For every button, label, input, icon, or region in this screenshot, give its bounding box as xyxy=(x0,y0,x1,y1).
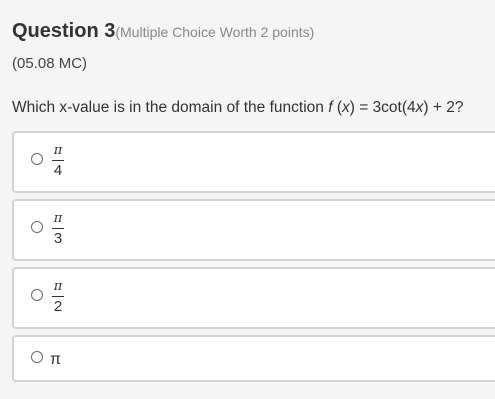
answer-option-d[interactable] xyxy=(12,335,495,382)
function-name: f xyxy=(328,99,333,116)
question-text-prefix: Which x-value is in the domain of the function xyxy=(12,99,329,116)
question-header xyxy=(12,20,314,43)
radio-option-d[interactable] xyxy=(31,351,43,363)
function-variable-inner: x xyxy=(415,99,424,116)
radio-option-c[interactable] xyxy=(31,289,43,301)
option-a-denominator: 4 xyxy=(53,162,63,179)
question-title: Question 3 xyxy=(12,20,116,42)
question-worth: (Multiple Choice Worth 2 points) xyxy=(115,24,315,40)
fraction-bar xyxy=(52,160,64,161)
function-open: ( xyxy=(332,99,342,116)
question-text xyxy=(12,99,463,117)
question-code: (05.08 MC) xyxy=(12,55,88,72)
radio-option-a[interactable] xyxy=(31,153,43,165)
option-a-numerator: π xyxy=(53,143,63,158)
fraction-bar xyxy=(52,296,64,297)
option-c-fraction xyxy=(52,279,64,315)
option-b-fraction xyxy=(52,211,64,247)
answer-option-c[interactable] xyxy=(12,267,495,329)
option-a-fraction xyxy=(52,143,64,179)
radio-option-b[interactable] xyxy=(31,221,43,233)
option-b-numerator: π xyxy=(53,211,63,226)
function-mid: ) = 3cot(4 xyxy=(349,99,416,116)
option-c-denominator: 2 xyxy=(53,298,63,315)
answer-option-a[interactable] xyxy=(12,131,495,193)
fraction-bar xyxy=(52,228,64,229)
option-c-numerator: π xyxy=(53,279,63,294)
function-suffix: ) + 2? xyxy=(423,99,464,116)
option-b-denominator: 3 xyxy=(53,230,63,247)
answer-option-b[interactable] xyxy=(12,199,495,261)
option-d-label: π xyxy=(50,351,62,368)
function-variable: x xyxy=(341,99,350,116)
